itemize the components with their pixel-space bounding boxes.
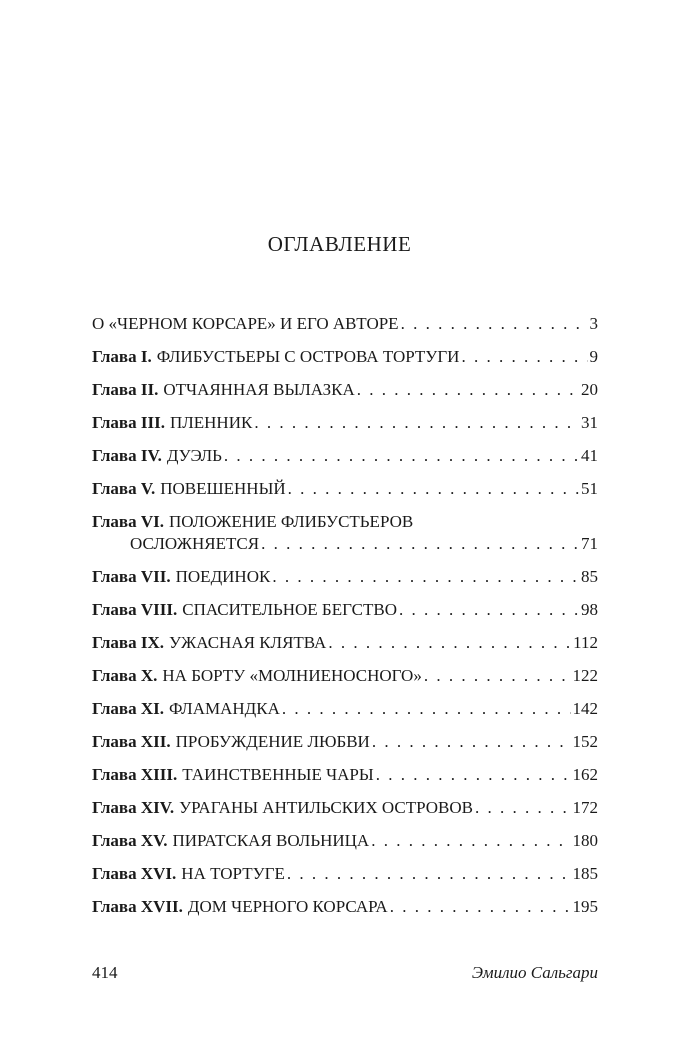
toc-line [92,599,598,621]
toc-label [92,896,388,918]
toc-page-number: 98 [581,600,598,619]
toc-page-number: 71 [581,534,598,553]
page-title: ОГЛАВЛЕНИЕ [267,232,412,256]
toc-entry[interactable] [92,313,598,335]
dot-leader [371,830,570,852]
toc-page-number: 9 [589,347,598,366]
chapter-title: ДУЭЛЬ [166,446,222,465]
toc-line [92,665,598,687]
toc-page-number: 172 [572,798,598,817]
dot-leader [288,478,579,500]
chapter-title: ПИРАТСКАЯ ВОЛЬНИЦА [172,831,370,850]
chapter-number: Глава IV. [92,446,162,465]
toc-label [130,533,259,555]
dot-leader [224,445,579,467]
toc-label [92,346,459,368]
toc-line [92,896,598,918]
chapter-number: Глава XVI. [92,864,177,883]
chapter-number: Глава IX. [92,633,165,652]
chapter-number: Глава II. [92,380,159,399]
toc-line [92,379,598,401]
toc-entry[interactable] [92,599,598,621]
dot-leader [376,764,571,786]
dot-leader [461,346,587,368]
dot-leader [328,632,571,654]
chapter-title: ПОЕДИНОК [175,567,271,586]
chapter-number: Глава V. [92,479,156,498]
toc-label [92,511,413,533]
toc-line [92,445,598,467]
toc-entry[interactable] [92,731,598,753]
toc-page-number: 31 [581,413,598,432]
toc-label [92,665,422,687]
chapter-title: ДОМ ЧЕРНОГО КОРСАРА [187,897,388,916]
chapter-number: Глава XVII. [92,897,183,916]
toc-label [92,478,286,500]
toc-page-number: 3 [589,314,598,333]
toc-line [92,863,598,885]
chapter-title: ОСЛОЖНЯЕТСЯ [130,534,260,553]
chapter-number: Глава VII. [92,567,171,586]
toc-label [92,830,369,852]
toc-entry[interactable] [92,863,598,885]
chapter-title: НА БОРТУ «МОЛНИЕНОСНОГО» [162,666,422,685]
toc-label [92,632,326,654]
toc-page-number: 41 [581,446,598,465]
toc-page-number: 142 [572,699,598,718]
chapter-title: ОТЧАЯННАЯ ВЫЛАЗКА [163,380,355,399]
chapter-number: Глава III. [92,413,165,432]
toc-line [92,533,598,555]
dot-leader [254,412,579,434]
chapter-number: Глава XII. [92,732,171,751]
chapter-title: НА ТОРТУГЕ [181,864,285,883]
toc-label [92,566,270,588]
toc-entry[interactable] [92,632,598,654]
toc-entry[interactable] [92,830,598,852]
toc-entry[interactable] [92,797,598,819]
dot-leader [399,599,579,621]
toc-label [92,731,370,753]
toc-page-number: 112 [573,633,598,652]
chapter-number: Глава VI. [92,512,165,531]
toc-page-number: 185 [572,864,598,883]
toc-line [92,830,598,852]
toc-label [92,863,285,885]
toc-line [92,511,598,533]
toc-label [92,313,399,335]
toc-line [92,731,598,753]
toc-entry[interactable] [92,764,598,786]
chapter-number: Глава XIII. [92,765,178,784]
toc-label [92,412,252,434]
dot-leader [390,896,571,918]
chapter-title: УРАГАНЫ АНТИЛЬСКИХ ОСТРОВОВ [179,798,473,817]
toc-entry[interactable] [92,412,598,434]
toc-label [92,698,280,720]
chapter-title: ТАИНСТВЕННЫЕ ЧАРЫ [182,765,374,784]
page-number: 414 [92,963,118,982]
running-author: Эмилио Сальгари [471,963,598,982]
toc-label [92,599,397,621]
dot-leader [287,863,571,885]
dot-leader [424,665,571,687]
toc-entry[interactable] [92,566,598,588]
table-of-contents [92,313,598,929]
toc-entry[interactable] [92,379,598,401]
chapter-title: ПЛЕННИК [169,413,253,432]
chapter-number: Глава XI. [92,699,165,718]
toc-page-number: 152 [572,732,598,751]
dot-leader [475,797,571,819]
toc-line [92,764,598,786]
chapter-title: ФЛАМАНДКА [169,699,280,718]
toc-entry[interactable] [92,346,598,368]
toc-page-number: 180 [572,831,598,850]
chapter-title: О «ЧЕРНОМ КОРСАРЕ» И ЕГО АВТОРЕ [92,314,399,333]
dot-leader [357,379,579,401]
toc-label [92,797,473,819]
toc-page-number: 162 [572,765,598,784]
toc-entry[interactable] [92,896,598,918]
toc-line [92,478,598,500]
toc-label [92,764,374,786]
toc-entry[interactable] [92,478,598,500]
chapter-title: ПРОБУЖДЕНИЕ ЛЮБВИ [175,732,370,751]
dot-leader [282,698,571,720]
chapter-number: Глава X. [92,666,158,685]
toc-label [92,445,222,467]
chapter-title: УЖАСНАЯ КЛЯТВА [169,633,327,652]
toc-label [92,379,355,401]
chapter-number: Глава XV. [92,831,168,850]
page-footer [92,963,598,983]
dot-leader [261,533,579,555]
toc-entry[interactable] [92,665,598,687]
chapter-title: СПАСИТЕЛЬНОЕ БЕГСТВО [182,600,398,619]
dot-leader [372,731,571,753]
toc-entry[interactable] [92,445,598,467]
toc-page-number: 85 [581,567,598,586]
toc-line [92,566,598,588]
chapter-title: ФЛИБУСТЬЕРЫ С ОСТРОВА ТОРТУГИ [156,347,460,366]
toc-line [92,797,598,819]
chapter-title: ПОЛОЖЕНИЕ ФЛИБУСТЬЕРОВ [169,512,414,531]
toc-page-number: 122 [572,666,598,685]
toc-line [92,313,598,335]
chapter-number: Глава VIII. [92,600,178,619]
toc-entry[interactable] [92,511,598,555]
toc-line [92,412,598,434]
toc-page-number: 195 [572,897,598,916]
chapter-number: Глава XIV. [92,798,175,817]
chapter-title: ПОВЕШЕННЫЙ [160,479,286,498]
toc-line [92,346,598,368]
dot-leader [401,313,588,335]
toc-page-number: 51 [581,479,598,498]
toc-entry[interactable] [92,698,598,720]
toc-line [92,698,598,720]
toc-page-number: 20 [581,380,598,399]
dot-leader [272,566,579,588]
toc-line [92,632,598,654]
chapter-number: Глава I. [92,347,152,366]
